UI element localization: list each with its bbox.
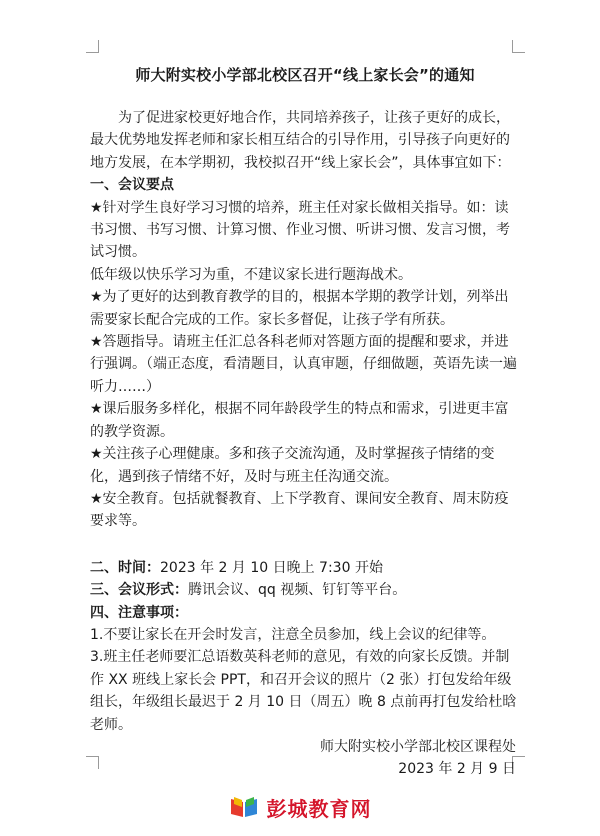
document-title: 师大附实校小学部北校区召开“线上家长会”的通知 <box>135 66 475 84</box>
meeting-point: ★针对学生良好学习习惯的培养，班主任对家长做相关指导。如：读书习惯、书写习惯、计算习惯、作业习惯、听讲习惯、发言习惯，考试习惯。 <box>90 199 510 261</box>
section-heading: 一、会议要点 <box>90 177 174 194</box>
watermark-text: 彭城教育网 <box>266 796 372 821</box>
format-row <box>90 579 520 601</box>
site-watermark <box>0 792 600 822</box>
meeting-point: ★安全教育。包括就餐教育、上下学教育、课间安全教育、周末防疫要求等。 <box>90 490 509 530</box>
meeting-point: 低年级以快乐学习为重，不建议家长进行题海战术。 <box>90 266 412 283</box>
meeting-time: 2023 年 2 月 10 日晚上 7:30 开始 <box>160 559 383 576</box>
time-row <box>90 557 520 579</box>
page-corner-mark <box>512 40 525 53</box>
meeting-point: ★答题指导。请班主任汇总各科老师对答题方面的提醒和要求，并进行强调。（端正态度，看清题目，认真审题，仔细做题，英语先读一遍听力……） <box>90 334 517 395</box>
meeting-point: ★关注孩子心理健康。多和孩子交流沟通，及时掌握孩子情绪的变化，遇到孩子情绪不好，及时与班主任沟通交流。 <box>90 446 495 485</box>
section-heading: 三、会议形式： <box>90 582 188 599</box>
signature-org: 师大附实校小学部北校区课程处 <box>320 738 516 755</box>
meeting-point: ★为了更好的达到教育教学的目的，根据本学期的教学计划，列举出需要家长配合完成的工作。家长多督促，让孩子学有所获。 <box>90 289 509 328</box>
notice-item: 3.班主任老师要汇总语数英科老师的意见，有效的向家长反馈。并制作 XX 班线上家长会 PPT，和召开会议的照片（2 张）打包发给年级组长，年级组长最迟于 2 月 10 日（周五）晚 8 点前再打包发给杜晗老师。 <box>90 649 517 733</box>
section-heading: 二、时间： <box>90 559 160 576</box>
meeting-format: 腾讯会议、qq 视频、钉钉等平台。 <box>188 582 407 599</box>
meeting-point: ★课后服务多样化，根据不同年龄段学生的特点和需求，引进更丰富的教学资源。 <box>90 401 509 440</box>
intro-paragraph: 为了促进家校更好地合作，共同培养孩子，让孩子更好的成长，最大优势地发挥老师和家长相互结合的引导作用，引导孩子向更好的地方发展，在本学期初，我校拟召开“线上家长会”，具体事宜如下： <box>90 110 511 171</box>
page-corner-mark <box>86 40 99 53</box>
open-book-logo-icon <box>229 795 259 819</box>
section-heading: 四、注意事项： <box>90 604 188 621</box>
document-body <box>90 64 520 781</box>
signature-date: 2023 年 2 月 9 日 <box>398 761 516 778</box>
notice-item: 1.不要让家长在开会时发言，注意全员参加，线上会议的纪律等。 <box>90 626 496 643</box>
